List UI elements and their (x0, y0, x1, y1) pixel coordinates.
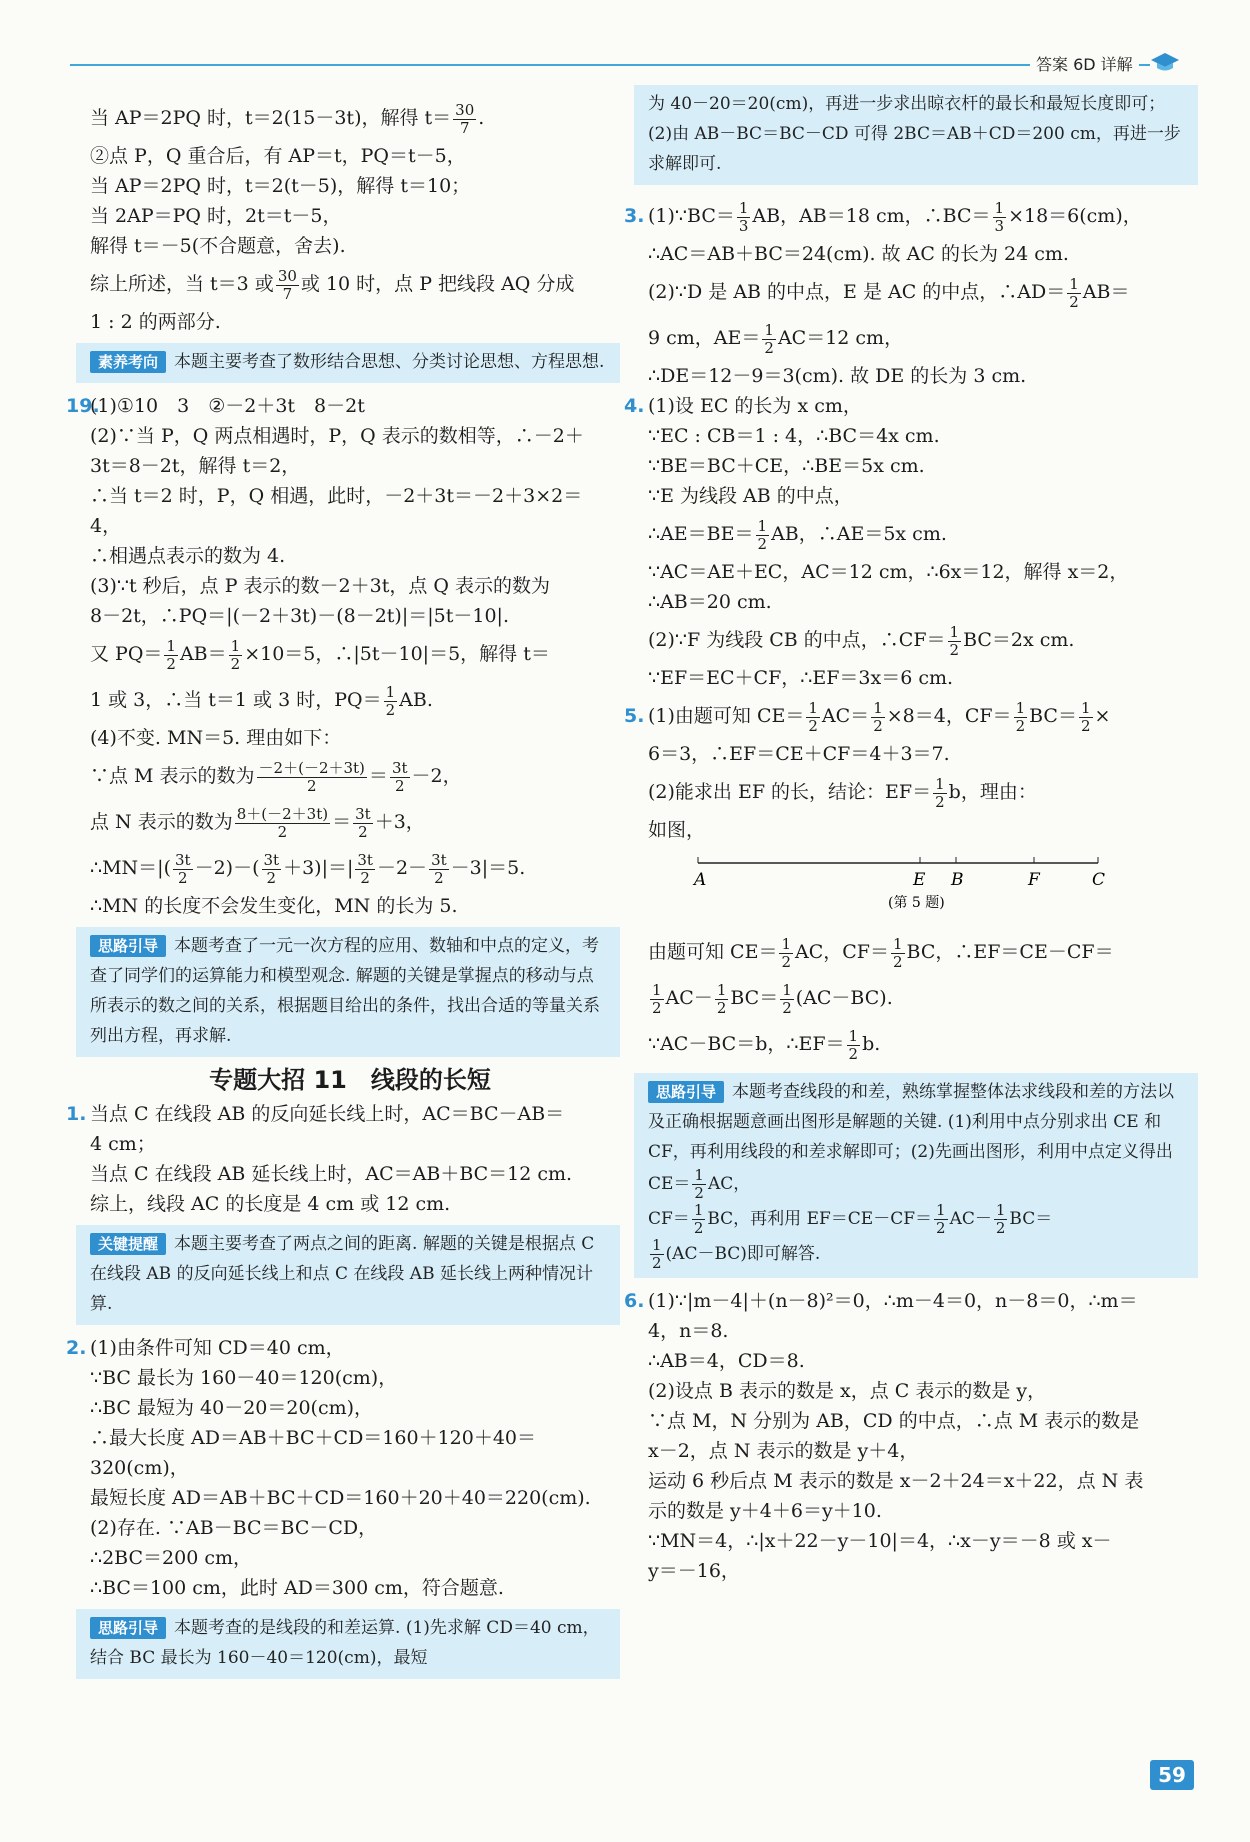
text-line: (2)∵D 是 AB 的中点，E 是 AC 的中点，∴AD＝ $\frac{1}{2}$ AB＝ (648, 274, 1130, 311)
text-line: ∴相遇点表示的数为 4. (90, 545, 286, 567)
text-line: ∵点 M 表示的数为 $\frac{-2+(-2+3t)}{2}$ ＝ $\frac{3t}{2}$ －2， (90, 758, 462, 795)
text-line: (2)设点 B 表示的数是 x，点 C 表示的数是 y， (648, 1380, 1047, 1402)
header-label: 答案 6D 详解 (1030, 52, 1139, 75)
text-line: (4)不变. MN＝5. 理由如下： (90, 727, 342, 749)
fraction: $\frac{30}{7}$ (277, 266, 297, 303)
tip-tag: 思路引导 (90, 935, 166, 957)
text-line: ∴MN＝|( $\frac{3t}{2}$ －2)－( $\frac{3t}{2}$ ＋3)|＝| $\frac{3t}{2}$ －2－ $\frac{3t}{2}$ －3|＝5. (90, 850, 526, 887)
text-line: ∴2BC＝200 cm， (90, 1547, 252, 1569)
text-line: 19.(1)①10 3 ②－2＋3t 8－2t (66, 395, 365, 417)
text-line: 3. (1)∵BC＝ $\frac{1}{3}$ AB，AB＝18 cm，∴BC＝ $\frac{1}{3}$ ×18＝6(cm)， (624, 198, 1142, 235)
text-line: ∵BC 最长为 160－40＝120(cm)， (90, 1367, 398, 1389)
text-line: $\frac{1}{2}$ AC－ $\frac{1}{2}$ BC＝ $\frac{1}{2}$ (AC－BC). (652, 980, 893, 1017)
text-line: (2)∵当 P，Q 两点相遇时，P，Q 表示的数相等，∴－2＋ (90, 425, 584, 447)
text-line: 4 cm； (90, 1133, 156, 1155)
section-title: 专题大招 11 线段的长短 (209, 1066, 491, 1094)
text-line: ∴BC 最短为 40－20＝20(cm)， (90, 1397, 374, 1419)
text-line: 运动 6 秒后点 M 表示的数是 x－2＋24＝x＋22，点 N 表 (648, 1470, 1144, 1492)
text-line: 综上，线段 AC 的长度是 4 cm 或 12 cm. (90, 1193, 451, 1215)
label-E: E (913, 870, 926, 890)
tip-tag: 思路引导 (648, 1081, 724, 1103)
text-line: (2)能求出 EF 的长，结论：EF＝ $\frac{1}{2}$ b，理由： (648, 774, 1037, 811)
text-line: ∵MN＝4，∴|x＋22－y－10|＝4，∴x－y＝－8 或 x－ (648, 1530, 1112, 1552)
text-line: 综上所述，当 t＝3 或 $\frac{30}{7}$ 或 10 时，点 P 把线段 AQ 分成 (90, 266, 575, 303)
text-line: (3)∵t 秒后，点 P 表示的数－2＋3t，点 Q 表示的数为 (90, 575, 551, 597)
page-number: 59 (1150, 1760, 1194, 1790)
label-A: A (694, 870, 707, 890)
text-line: (2)∵F 为线段 CB 的中点，∴CF＝ $\frac{1}{2}$ BC＝2x cm. (648, 622, 1075, 659)
text-line: 当点 C 在线段 AB 延长线上时，AC＝AB＋BC＝12 cm. (90, 1163, 573, 1185)
label-C: C (1092, 870, 1106, 890)
text-line: 1 : 2 的两部分. (90, 311, 221, 333)
header-rule (70, 64, 1150, 66)
text-line: 9 cm，AE＝ $\frac{1}{2}$ AC＝12 cm， (648, 320, 904, 357)
text-line: 最短长度 AD＝AB＋BC＋CD＝160＋20＋40＝220(cm). (90, 1487, 591, 1509)
text-line: 1 或 3，∴当 t＝1 或 3 时，PQ＝ $\frac{1}{2}$ AB. (90, 682, 433, 719)
text-line: ∴DE＝12－9＝3(cm). 故 DE 的长为 3 cm. (648, 365, 1027, 387)
text-line: 当 AP＝2PQ 时，t＝2(15－3t)，解得 t＝ $\frac{30}{7}$ . (90, 100, 485, 137)
text-line: 5. (1)由题可知 CE＝ $\frac{1}{2}$ AC＝ $\frac{1}{2}$ ×8＝4，CF＝ $\frac{1}{2}$ BC＝ $\frac{1}{2}$ × (624, 698, 1111, 735)
text-line: 4，n＝8. (648, 1320, 729, 1342)
tip-tag: 素养考向 (90, 351, 166, 373)
text-line: ∴最大长度 AD＝AB＋BC＋CD＝160＋120＋40＝320(cm)， (90, 1427, 537, 1479)
tip-tag: 思路引导 (90, 1617, 166, 1639)
text-line: (2)存在. ∵AB－BC＝BC－CD， (90, 1517, 378, 1539)
text-line: ∴MN 的长度不会发生变化，MN 的长为 5. (90, 895, 458, 917)
text-line: 由题可知 CE＝ $\frac{1}{2}$ AC，CF＝ $\frac{1}{2}$ BC，∴EF＝CE－CF＝ (648, 934, 1114, 971)
fraction: $\frac{30}{7}$ (455, 100, 475, 137)
tip-box-continued: 为 40－20＝20(cm)，再进一步求出晾衣杆的最长和最短长度即可；(2)由 AB－BC＝BC－CD 可得 2BC＝AB＋CD＝200 cm，再进一步求解即可. (634, 85, 1198, 185)
text-line: ∴BC＝100 cm，此时 AD＝300 cm，符合题意. (90, 1577, 504, 1599)
text-line: 点 N 表示的数为 $\frac{8+(-2+3t)}{2}$ ＝ $\frac{3t}{2}$ ＋3， (90, 804, 425, 841)
text-line: 解得 t＝－5(不合题意，舍去). (90, 235, 346, 257)
label-F: F (1028, 870, 1040, 890)
text-line: 当 AP＝2PQ 时，t＝2(t－5)，解得 t＝10； (90, 175, 471, 197)
text-line: 当 2AP＝PQ 时，2t＝t－5， (90, 205, 342, 227)
text-line: ∵EF＝EC＋CF，∴EF＝3x＝6 cm. (648, 667, 954, 689)
figure-caption: (第 5 题) (888, 895, 945, 911)
text-line: ∵AC＝AE＋EC，AC＝12 cm，∴6x＝12，解得 x＝2， (648, 561, 1129, 583)
text-line: ∴当 t＝2 时，P，Q 相遇，此时，－2＋3t＝－2＋3×2＝4， (90, 485, 583, 537)
tip-box: 思路引导 本题考查的是线段的和差运算. (1)先求解 CD＝40 cm，结合 BC 最长为 160－40＝120(cm)，最短 (76, 1609, 620, 1679)
tip-box: 思路引导 本题考查了一元一次方程的应用、数轴和中点的定义，考查了同学们的运算能力和模型观念. 解题的关键是掌握点的移动与点所表示的数之间的关系，根据题目给出的条件，找出合适的等量关系列出方程，再求解. (76, 927, 620, 1057)
text-line: 如图， (648, 819, 706, 841)
text-line: ∴AB＝4，CD＝8. (648, 1350, 805, 1372)
text-line: y＝－16， (648, 1560, 740, 1582)
tip-box: 关键提醒 本题主要考查了两点之间的距离. 解题的关键是根据点 C 在线段 AB 的反向延长线上和点 C 在线段 AB 延长线上两种情况计算. (76, 1225, 620, 1325)
text-line: 3t＝8－2t，解得 t＝2， (90, 455, 301, 477)
text-line: ∵AC－BC＝b，∴EF＝ $\frac{1}{2}$ b. (648, 1026, 881, 1063)
text-line: 6＝3，∴EF＝CE＋CF＝4＋3＝7. (648, 743, 950, 765)
label-B: B (951, 870, 964, 890)
tip-box: 思路引导 本题考查线段的和差，熟练掌握整体法求线段和差的方法以及正确根据题意画出图形是解题的关键. (1)利用中点分别求出 CE 和 CF，再利用线段的和差求解即可；(2)先画出图形，利用中点定义得出 CE＝ $\frac{1}{2}$ AC， CF＝ $\frac{1}{2}$ BC，再利用 EF＝CE－CF＝ $\frac{1}{2}$ AC－ $\frac{1}{2}$ BC＝ $\frac{1}{2}$ (AC－BC)即可解答. (634, 1073, 1198, 1278)
text-line: 2. (1)由条件可知 CD＝40 cm， (66, 1337, 345, 1359)
text-line: ∵EC : CB＝1 : 4，∴BC＝4x cm. (648, 425, 940, 447)
text-line: 6. (1)∵|m－4|＋(n－8)²＝0，∴m－4＝0，n－8＝0，∴m＝ (624, 1290, 1138, 1312)
tip-tag: 关键提醒 (90, 1233, 166, 1255)
left-column (66, 95, 610, 1687)
text-line: 又 PQ＝ $\frac{1}{2}$ AB＝ $\frac{1}{2}$ ×10＝5，∴|5t－10|＝5，解得 t＝ (90, 636, 550, 673)
text-line: 4. (1)设 EC 的长为 x cm， (624, 395, 862, 417)
text-line: ∵BE＝BC＋CE，∴BE＝5x cm. (648, 455, 925, 477)
text-line: ∴AC＝AB＋BC＝24(cm). 故 AC 的长为 24 cm. (648, 243, 1069, 265)
text-line: ∴AB＝20 cm. (648, 591, 772, 613)
text-line: ∵E 为线段 AB 的中点， (648, 485, 853, 507)
text-line: 示的数是 y＋4＋6＝y＋10. (648, 1500, 882, 1522)
segment-figure (648, 849, 1188, 919)
right-column (624, 94, 1188, 1586)
text-line: ②点 P，Q 重合后，有 AP＝t，PQ＝t－5， (90, 145, 466, 167)
text-line: 8－2t，∴PQ＝|(－2＋3t)－(8－2t)|＝|5t－10|. (90, 605, 509, 627)
text-line: ∴AE＝BE＝ $\frac{1}{2}$ AB，∴AE＝5x cm. (648, 516, 947, 553)
text-line: ∵点 M，N 分别为 AB，CD 的中点，∴点 M 表示的数是 (648, 1410, 1140, 1432)
text-line: 1. 当点 C 在线段 AB 的反向延长线上时，AC＝BC－AB＝ (66, 1103, 565, 1125)
text-line: x－2，点 N 表示的数是 y＋4， (648, 1440, 919, 1462)
tip-box: 素养考向 本题主要考查了数形结合思想、分类讨论思想、方程思想. (76, 343, 620, 383)
graduation-cap-icon (1150, 50, 1180, 74)
